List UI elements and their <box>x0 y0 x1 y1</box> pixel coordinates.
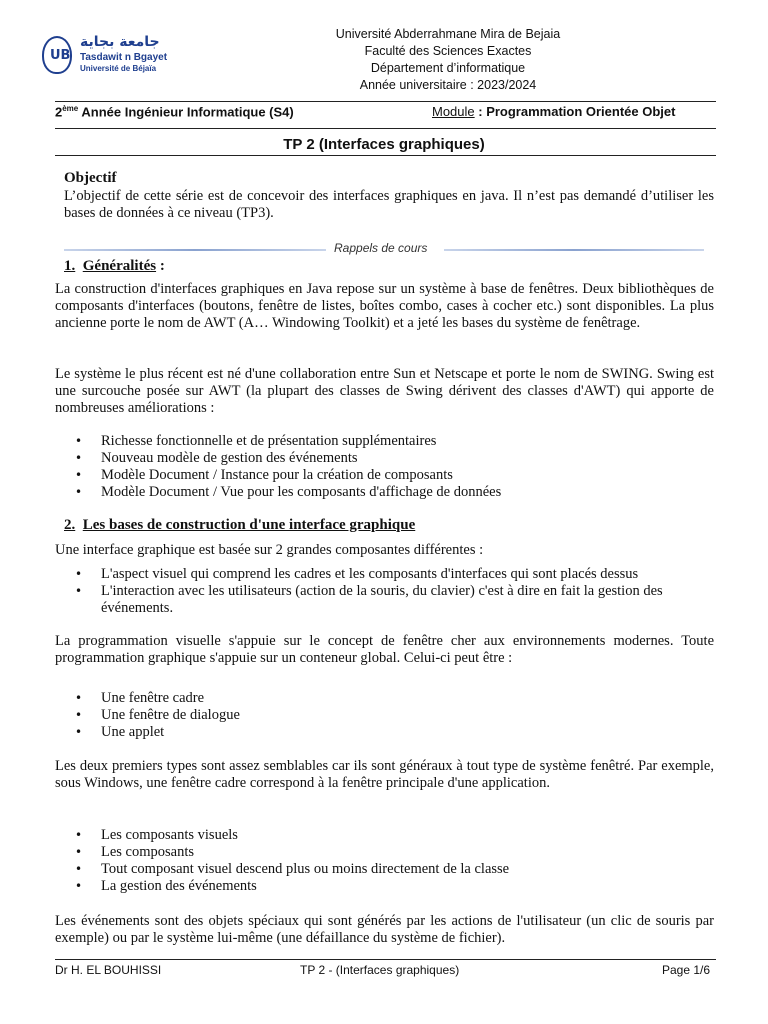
faculty-name: Faculté des Sciences Exactes <box>364 44 532 58</box>
rappels-label: Rappels de cours <box>334 241 428 255</box>
rappels-separator <box>64 241 704 257</box>
section-1-bullet-list <box>55 433 714 501</box>
university-name: Université Abderrahmane Mira de Bejaia <box>335 27 561 41</box>
list-item: • L'interaction avec les utilisateurs (action de la souris, du clavier) c'est à dire en fait la gestion des événements. <box>55 583 714 617</box>
subheader-rule <box>55 128 716 129</box>
logo-line-1: Tasdawit n Bgayet <box>80 52 168 63</box>
objectif-text: L’objectif de cette série est de concevoir des interfaces graphiques en java. Il n’est pas demandé d’utiliser les bases de données à ce niveau (TP3). <box>64 188 714 221</box>
separator-line-left <box>64 249 326 251</box>
list-item: • Tout composant visuel descend plus ou moins directement de la classe <box>55 861 714 878</box>
section-2-bullet-list-3 <box>55 827 714 895</box>
separator-line-right <box>444 249 704 251</box>
footer-title: TP 2 - (Interfaces graphiques) <box>300 963 460 977</box>
footer-author: Dr H. EL BOUHISSI <box>55 963 162 977</box>
department-name: Département d’informatique <box>370 61 526 75</box>
list-item: • Modèle Document / Vue pour les composants d'affichage de données <box>55 484 714 501</box>
objectif-heading: Objectif <box>64 170 117 186</box>
logo-line-2: Université de Béjaïa <box>80 64 157 73</box>
institution-header <box>0 26 768 94</box>
section-1-paragraph-1: La construction d'interfaces graphiques en Java repose sur un système à base de fenêtres. Deux bibliothèques de composants d'interfaces (boutons, fenêtre de listes, boîtes combo, cases à cocher etc.) sont disponibles. La plus ancienne porte le nom de AWT (A… Windowing Toolkit) et a jeté les bases du système de fenêtrage. <box>55 281 714 331</box>
course-level: 2ème Année Ingénieur Informatique (S4) <box>55 104 294 120</box>
university-seal-icon: UB <box>42 36 72 74</box>
list-item: • Une fenêtre de dialogue <box>55 707 714 724</box>
academic-year: Année universitaire : 2023/2024 <box>359 78 537 92</box>
list-item: • La gestion des événements <box>55 878 714 895</box>
section-2-bullet-list-1 <box>55 566 714 617</box>
footer-rule <box>55 959 716 960</box>
list-item: • Une applet <box>55 724 714 741</box>
header-top-rule <box>55 101 716 102</box>
course-module: Module : Programmation Orientée Objet <box>432 104 676 119</box>
section-2-paragraph-2: La programmation visuelle s'appuie sur le concept de fenêtre cher aux environnements modernes. Toute programmation graphique s'appuie sur un conteneur global. Celui-ci peut être : <box>55 633 714 666</box>
section-2-heading: 2. Les bases de construction d'une interface graphique <box>64 517 416 533</box>
section-2-paragraph-3: Les deux premiers types sont assez semblables car ils sont généraux à tout type de système fenêtré. Par exemple, sous Windows, une fenêtre cadre correspond à la fenêtre principale d'une application. <box>55 758 714 791</box>
section-2-bullet-list-2 <box>55 690 714 741</box>
page-title: TP 2 (Interfaces graphiques) <box>283 136 485 153</box>
section-2-paragraph-4: Les événements sont des objets spéciaux qui sont générés par les actions de l'utilisateur (un clic de souris par exemple) ou par le système lui-même (une défaillance du système de fichier). <box>55 913 714 946</box>
title-rule <box>55 155 716 156</box>
footer-page-number: Page 1/6 <box>662 963 711 977</box>
logo-arabic-text: جامعة بجاية <box>80 34 160 50</box>
course-info-row <box>55 104 715 122</box>
section-1-paragraph-2: Le système le plus récent est né d'une collaboration entre Sun et Netscape et porte le nom de SWING. Swing est une surcouche posée sur AWT (la plupart des classes de Swing dérivent des classes d'AWT) qui apporte de nombreuses améliorations : <box>55 366 714 416</box>
list-item: • Une fenêtre cadre <box>55 690 714 707</box>
list-item: • Les composants visuels <box>55 827 714 844</box>
list-item: • Modèle Document / Instance pour la création de composants <box>55 467 714 484</box>
list-item: • L'aspect visuel qui comprend les cadres et les composants d'interfaces qui sont placés dessus <box>55 566 714 583</box>
section-2-paragraph-1: Une interface graphique est basée sur 2 grandes composantes différentes : <box>55 542 484 558</box>
section-1-heading: 1. Généralités : <box>64 258 165 274</box>
list-item: • Richesse fonctionnelle et de présentation supplémentaires <box>55 433 714 450</box>
list-item: • Nouveau modèle de gestion des événements <box>55 450 714 467</box>
list-item: • Les composants <box>55 844 714 861</box>
